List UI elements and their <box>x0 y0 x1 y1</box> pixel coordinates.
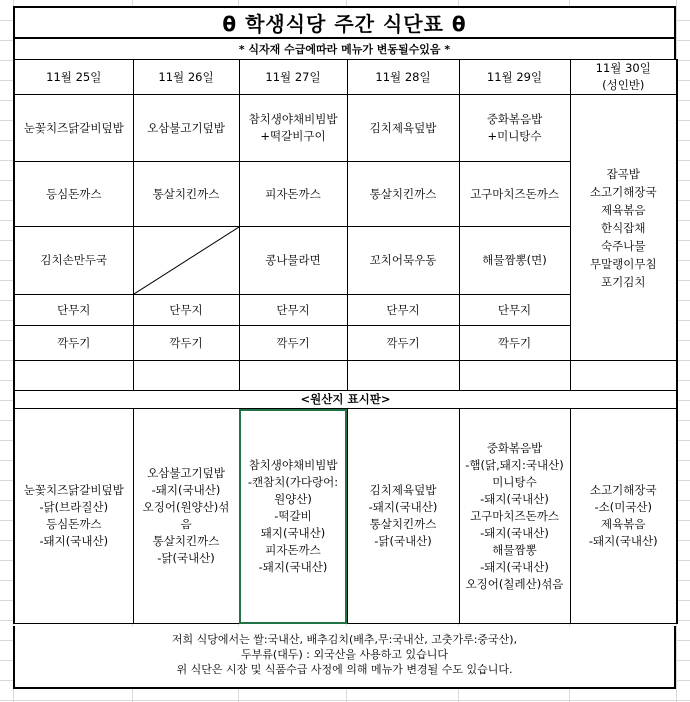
blank-cell[interactable] <box>14 361 133 391</box>
origin-header-row <box>14 391 677 409</box>
date-cell-thu[interactable]: 11월 28일 <box>347 60 459 95</box>
origin-cell-sat[interactable]: 소고기해장국 -소(미국산) 제육볶음 -돼지(국내산) <box>570 409 677 624</box>
origin-footer-note[interactable] <box>13 626 676 689</box>
side-cell[interactable]: 깍두기 <box>347 326 459 361</box>
side-cell[interactable]: 깍두기 <box>133 326 239 361</box>
origin-header[interactable]: <원산지 표시판> <box>14 391 677 409</box>
cutlet-cell[interactable]: 등심돈까스 <box>14 162 133 227</box>
blank-cell[interactable] <box>570 361 677 391</box>
soup-cell[interactable]: 꼬치어묵우동 <box>347 227 459 295</box>
side-cell[interactable]: 단무지 <box>347 295 459 326</box>
date-cell-tue[interactable]: 11월 26일 <box>133 60 239 95</box>
origin-cell-mon[interactable]: 눈꽃치즈닭갈비덮밥 -닭(브라질산) 등심돈까스 -돼지(국내산) <box>14 409 133 624</box>
footer-line: 두부류(대두) : 외국산을 사용하고 있습니다 <box>241 648 448 661</box>
date-cell-fri[interactable]: 11월 29일 <box>459 60 570 95</box>
blank-cell[interactable] <box>459 361 570 391</box>
date-row <box>14 60 677 95</box>
main-dish-cell[interactable]: 눈꽃치즈닭갈비덮밥 <box>14 95 133 162</box>
blank-row <box>14 361 677 391</box>
blank-cell[interactable] <box>133 361 239 391</box>
adult-class-menu-cell[interactable]: 잡곡밥 소고기해장국 제육볶음 한식잡채 숙주나물 무말랭이무침 포기김치 <box>570 95 677 361</box>
gridline <box>0 700 690 701</box>
soup-cell[interactable]: 해물짬뽕(면) <box>459 227 570 295</box>
origin-cell-wed-selected[interactable]: 참치생야채비빔밥 -캔참치(가다랑어: 원양산) -떡갈비 돼지(국내산) 피자돈까스 -돼지(국내산) <box>239 409 347 624</box>
blank-cell[interactable] <box>347 361 459 391</box>
side-cell[interactable]: 깍두기 <box>14 326 133 361</box>
cutlet-cell[interactable]: 통살치킨까스 <box>347 162 459 227</box>
supply-notice: * 식자재 수급에따라 메뉴가 변동될수있음 * <box>13 39 676 59</box>
cutlet-cell[interactable]: 고구마치즈돈까스 <box>459 162 570 227</box>
main-dish-row <box>14 95 677 162</box>
side-cell[interactable]: 깍두기 <box>239 326 347 361</box>
page-title: θ 학생식당 주간 식단표 θ <box>13 6 676 39</box>
empty-slashed-cell[interactable] <box>133 227 239 295</box>
side-cell[interactable]: 깍두기 <box>459 326 570 361</box>
blank-cell[interactable] <box>239 361 347 391</box>
origin-cell-thu[interactable]: 김치제육덮밥 -돼지(국내산) 통살치킨까스 -닭(국내산) <box>347 409 459 624</box>
main-dish-cell[interactable]: 김치제육덮밥 <box>347 95 459 162</box>
cutlet-cell[interactable]: 통살치킨까스 <box>133 162 239 227</box>
main-dish-cell[interactable]: 참치생야채비빔밥 +떡갈비구이 <box>239 95 347 162</box>
main-dish-cell[interactable]: 중화볶음밥 +미니탕수 <box>459 95 570 162</box>
main-dish-cell[interactable]: 오삼불고기덮밥 <box>133 95 239 162</box>
cutlet-cell[interactable]: 피자돈까스 <box>239 162 347 227</box>
side-cell[interactable]: 단무지 <box>14 295 133 326</box>
footer-line: 저희 식당에서는 쌀:국내산, 배추김치(배추,무:국내산, 고춧가루:중국산), <box>171 633 518 646</box>
side-cell[interactable]: 단무지 <box>239 295 347 326</box>
diagonal-slash <box>134 227 239 294</box>
origin-cell-fri[interactable]: 중화볶음밥 -햄(닭,돼지:국내산) 미니탕수 -돼지(국내산) 고구마치즈돈까스 -돼지(국내산) 해물짬뽕 -돼지(국내산) 오징어(칠레산)섞음 <box>459 409 570 624</box>
date-cell-wed[interactable]: 11월 27일 <box>239 60 347 95</box>
date-cell-mon[interactable]: 11월 25일 <box>14 60 133 95</box>
side-cell[interactable]: 단무지 <box>459 295 570 326</box>
weekly-menu-table <box>13 59 678 624</box>
footer-line: 위 식단은 시장 및 식품수급 사정에 의해 메뉴가 변경될 수도 있습니다. <box>176 663 513 676</box>
side-cell[interactable]: 단무지 <box>133 295 239 326</box>
soup-cell[interactable]: 콩나물라면 <box>239 227 347 295</box>
soup-cell[interactable]: 김치손만두국 <box>14 227 133 295</box>
date-cell-sat[interactable]: 11월 30일 (성인반) <box>570 60 677 95</box>
origin-row <box>14 409 677 624</box>
origin-cell-tue[interactable]: 오삼불고기덮밥 -돼지(국내산) 오징어(원양산)섞 음 통살치킨까스 -닭(국내산) <box>133 409 239 624</box>
